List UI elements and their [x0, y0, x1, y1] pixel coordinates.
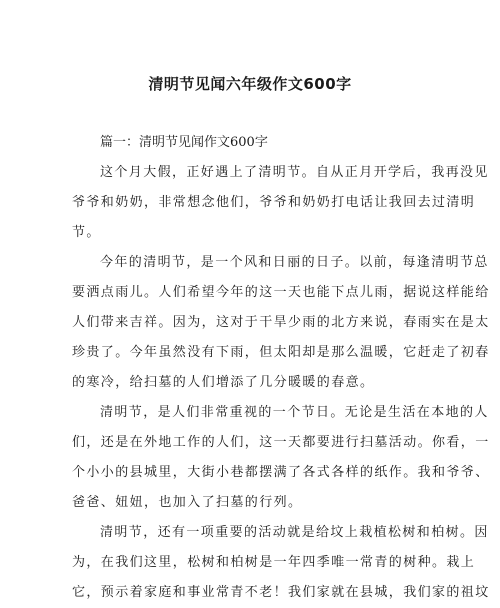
paragraph-line: 要洒点雨儿。人们希望今年的这一天也能下点儿雨，据说这样能给	[72, 285, 490, 300]
article-body	[72, 128, 490, 608]
paragraph-line: 的寒冷，给扫墓的人们增添了几分暖暖的春意。	[72, 375, 375, 390]
document-title: 清明节见闻六年级作文600字	[148, 75, 352, 93]
section-heading: 篇一：清明节见闻作文600字	[100, 135, 268, 150]
paragraph-line: 今年的清明节，是一个风和日丽的日子。以前，每逢清明节总	[100, 255, 489, 270]
paragraph-line: 清明节，还有一项重要的活动就是给坟上栽植松树和柏树。因	[100, 525, 489, 540]
paragraph-line: 们，还是在外地工作的人们，这一天都要进行扫墓活动。你看，一	[72, 435, 490, 450]
paragraph-line: 这个月大假，正好遇上了清明节。自从正月开学后，我再没见	[100, 165, 489, 180]
paragraph-line: 为，在我们这里，松树和柏树是一年四季唯一常青的树种。栽上	[72, 555, 476, 570]
paragraph-2	[72, 248, 490, 398]
paragraph-line: 珍贵了。今年虽然没有下雨，但太阳却是那么温暖，它赶走了初春	[72, 345, 490, 360]
paragraph-line: 爷爷和奶奶，非常想念他们，爷爷和奶奶打电话让我回去过清明	[72, 195, 476, 210]
paragraph-1	[72, 158, 489, 248]
paragraph-line: 个小小的县城里，大街小巷都摆满了各式各样的纸作。我和爷爷、	[72, 465, 490, 480]
paragraph-line: 它，预示着家庭和事业常青不老！我们家就在县城，我们家的祖坟	[72, 585, 490, 600]
paragraph-4	[72, 518, 490, 608]
paragraph-3	[72, 398, 490, 518]
paragraph-line: 爸爸、妞妞，也加入了扫墓的行列。	[72, 495, 303, 510]
paragraph-line: 清明节，是人们非常重视的一个节日。无论是生活在本地的人	[100, 405, 489, 420]
paragraph-line: 节。	[72, 225, 101, 240]
paragraph-line: 人们带来吉祥。因为，这对于干旱少雨的北方来说，春雨实在是太	[72, 315, 490, 330]
